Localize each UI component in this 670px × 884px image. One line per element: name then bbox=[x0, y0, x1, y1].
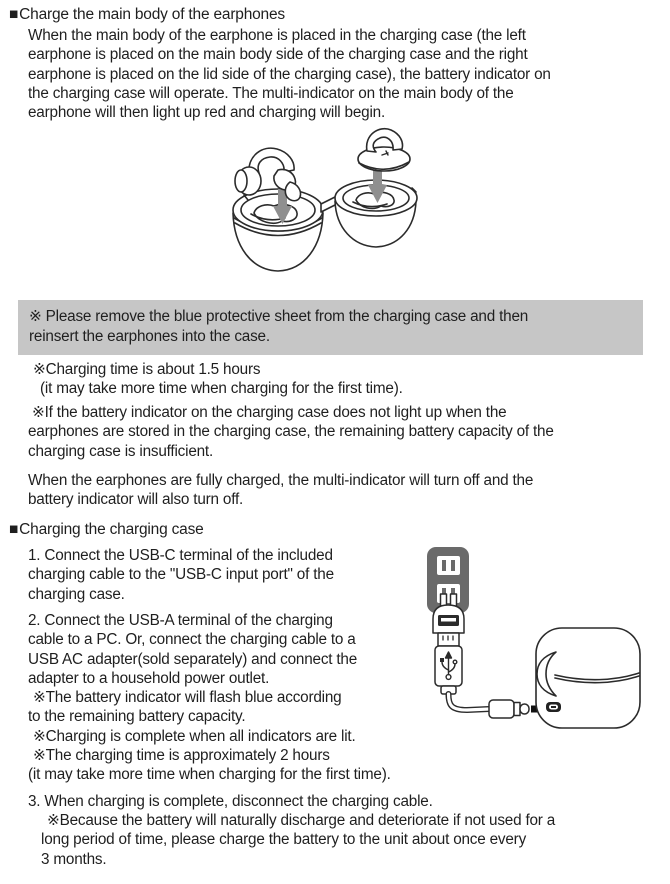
battery-deterioration-note bbox=[41, 811, 555, 869]
text-line: charging case is insufficient. bbox=[28, 442, 214, 460]
text-line: battery indicator will also turn off. bbox=[28, 491, 244, 509]
battery-indicator-note bbox=[28, 403, 554, 461]
text-line: When the earphones are fully charged, the multi-indicator will turn off and the bbox=[28, 472, 534, 489]
text-line: (it may take more time when charging for the first time). bbox=[28, 766, 391, 784]
fully-charged-paragraph bbox=[28, 471, 533, 510]
text-line: When the main body of the earphone is placed in the charging case (the left bbox=[28, 27, 526, 44]
text-line: charging cable to the "USB-C input port" of the bbox=[28, 566, 334, 584]
text-line: ※The battery indicator will flash blue according bbox=[33, 689, 342, 706]
square-bullet-icon: ■ bbox=[9, 6, 19, 23]
text-line: charging case. bbox=[28, 585, 125, 603]
text-line: 2. Connect the USB-A terminal of the charging bbox=[28, 612, 333, 629]
earphones-into-case-drawing bbox=[150, 118, 440, 293]
usb-c-input-port bbox=[546, 702, 561, 712]
step-2-paragraph bbox=[28, 611, 357, 688]
wall-outlet-icon bbox=[427, 547, 469, 613]
text-line: earphone is placed on the main body side of the charging case and the right bbox=[28, 46, 528, 64]
text-line: earphones are stored in the charging case, the remaining battery capacity of the bbox=[28, 423, 554, 441]
section-heading-text: Charging the charging case bbox=[19, 521, 204, 538]
square-bullet-icon: ■ bbox=[9, 521, 19, 538]
text-line: (it may take more time when charging for the first time). bbox=[40, 380, 403, 398]
charging-cable bbox=[449, 694, 490, 710]
text-line: adapter to a household power outlet. bbox=[28, 669, 270, 687]
step-1-paragraph bbox=[28, 546, 334, 604]
usb-c-plug-icon bbox=[489, 700, 529, 718]
text-line: cable to a PC. Or, connect the charging cable to a bbox=[28, 631, 356, 649]
text-line: USB AC adapter(sold separately) and connect the bbox=[28, 650, 358, 668]
text-line: ※Because the battery will naturally discharge and deteriorate if not used for a bbox=[47, 812, 556, 829]
right-earphone bbox=[358, 129, 410, 171]
text-line: 3 months. bbox=[41, 850, 107, 868]
text-line: reinsert the earphones into the case. bbox=[29, 327, 270, 345]
text-line: earphone will then light up red and charging will begin. bbox=[28, 104, 386, 122]
usb-a-plug-icon bbox=[435, 646, 462, 694]
section-heading-charging-case bbox=[9, 520, 204, 539]
text-line: 1. Connect the USB-C terminal of the included bbox=[28, 547, 333, 564]
text-line: ※The charging time is approximately 2 hours bbox=[33, 746, 330, 764]
cable-charging-drawing bbox=[425, 543, 670, 768]
usb-ac-adapter-icon bbox=[433, 605, 464, 633]
text-line: the charging case will operate. The multi-indicator on the main body of the bbox=[28, 84, 514, 102]
text-line: 3. When charging is complete, disconnect the charging cable. bbox=[28, 793, 433, 810]
text-line: to the remaining battery capacity. bbox=[28, 708, 246, 726]
earphones-into-case-illustration bbox=[150, 118, 440, 293]
text-line: earphone is placed on the lid side of the charging case), the battery indicator on bbox=[28, 65, 551, 83]
text-line: ※Charging is complete when all indicators are lit. bbox=[33, 727, 356, 745]
text-line: ※If the battery indicator on the charging case does not light up when the bbox=[32, 404, 507, 421]
section-heading-text: Charge the main body of the earphones bbox=[19, 6, 285, 23]
step-3-paragraph bbox=[28, 792, 433, 811]
text-line: long period of time, please charge the battery to the unit about once every bbox=[41, 831, 527, 849]
section-heading-charge-earphones bbox=[9, 5, 285, 24]
cable-charging-illustration bbox=[425, 543, 670, 768]
charging-time-note bbox=[33, 360, 403, 399]
text-line: ※ Please remove the blue protective sheet from the charging case and then bbox=[29, 308, 529, 325]
step-2-notes bbox=[28, 688, 391, 784]
intro-paragraph bbox=[28, 26, 551, 122]
text-line: ※Charging time is about 1.5 hours bbox=[33, 361, 261, 378]
charging-case-side-view bbox=[536, 628, 640, 728]
usb-a-metal-connector bbox=[438, 633, 459, 646]
highlight-note bbox=[18, 300, 643, 355]
